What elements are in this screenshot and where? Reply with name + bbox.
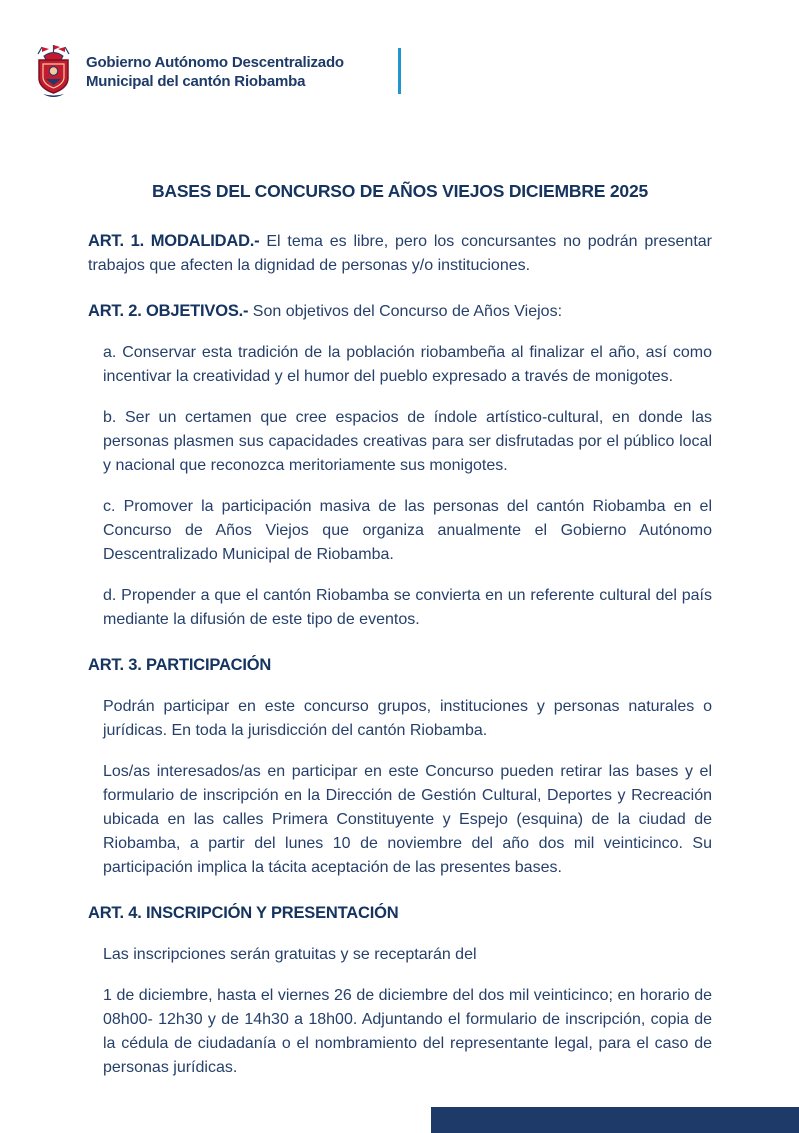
document-title: BASES DEL CONCURSO DE AÑOS VIEJOS DICIEMBRE 2025	[151, 181, 649, 201]
article-3-paragraph-2: Los/as interesados/as en participar en este Concurso pueden retirar las bases y el formulario de inscripción en la Dirección de Gestión Cultural, Deportes y Recreación ubicada en las calles Primera Constituyente y Espejo (esquina) de la ciudad de Riobamba, a partir del lunes 10 de noviembre del año dos mil veinticinco. Su participación implica la tácita aceptación de las presentes bases.	[103, 763, 712, 876]
article-4-paragraph-1: Las inscripciones serán gratuitas y se receptarán del	[103, 946, 477, 963]
article-2-item-d: d. Propender a que el cantón Riobamba se convierta en un referente cultural del país mediante la difusión de este tipo de eventos.	[103, 587, 712, 628]
org-name	[86, 53, 344, 91]
org-name-line1: Gobierno Autónomo Descentralizado	[86, 54, 344, 71]
article-2-text: Son objetivos del Concurso de Años Viejos:	[252, 303, 563, 320]
article-4-heading	[88, 901, 712, 926]
article-1-paragraph	[88, 229, 712, 278]
article-2-paragraph	[88, 299, 712, 324]
document-content	[0, 99, 799, 1080]
org-name-line2: Municipal del cantón Riobamba	[86, 73, 306, 90]
riobamba-coat-of-arms-icon	[30, 44, 77, 100]
article-2-item-c: c. Promover la participación masiva de las personas del cantón Riobamba en el Concurso de Años Viejos que organiza anualmente el Gobierno Autónomo Descentralizado Municipal de Riobamba.	[103, 498, 712, 563]
article-2-item-b: b. Ser un certamen que cree espacios de índole artístico-cultural, en donde las personas plasmen sus capacidades creativas para ser disfrutadas por el público local y nacional que reconozca meritoriamente sus monigotes.	[103, 409, 712, 474]
header-divider-line	[398, 48, 401, 94]
header	[30, 44, 344, 100]
article-2-label: ART. 2. OBJETIVOS.-	[88, 302, 249, 320]
article-3-label: ART. 3. PARTICIPACIÓN	[88, 656, 272, 674]
article-2-item-a: a. Conservar esta tradición de la población riobambeña al finalizar el año, así como incentivar la creatividad y el humor del pueblo expresado a través de monigotes.	[103, 344, 712, 385]
article-4-label: ART. 4. INSCRIPCIÓN Y PRESENTACIÓN	[88, 904, 399, 922]
article-1-label: ART. 1. MODALIDAD.-	[88, 232, 260, 250]
article-3-heading	[88, 653, 712, 678]
footer-bar	[431, 1107, 799, 1133]
article-4-paragraph-2: 1 de diciembre, hasta el viernes 26 de diciembre del dos mil veinticinco; en horario de 08h00- 12h30 y de 14h30 a 18h00. Adjuntando el formulario de inscripción, copia de la cédula de ciudadanía o el nombramiento del representante legal, para el caso de personas jurídicas.	[103, 987, 712, 1076]
article-1-text: El tema es libre, pero los concursantes no podrán presentar trabajos que afecten la dignidad de personas y/o instituciones.	[88, 233, 713, 274]
article-3-paragraph-1: Podrán participar en este concurso grupos, instituciones y personas naturales o jurídicas. En toda la jurisdicción del cantón Riobamba.	[103, 698, 712, 739]
